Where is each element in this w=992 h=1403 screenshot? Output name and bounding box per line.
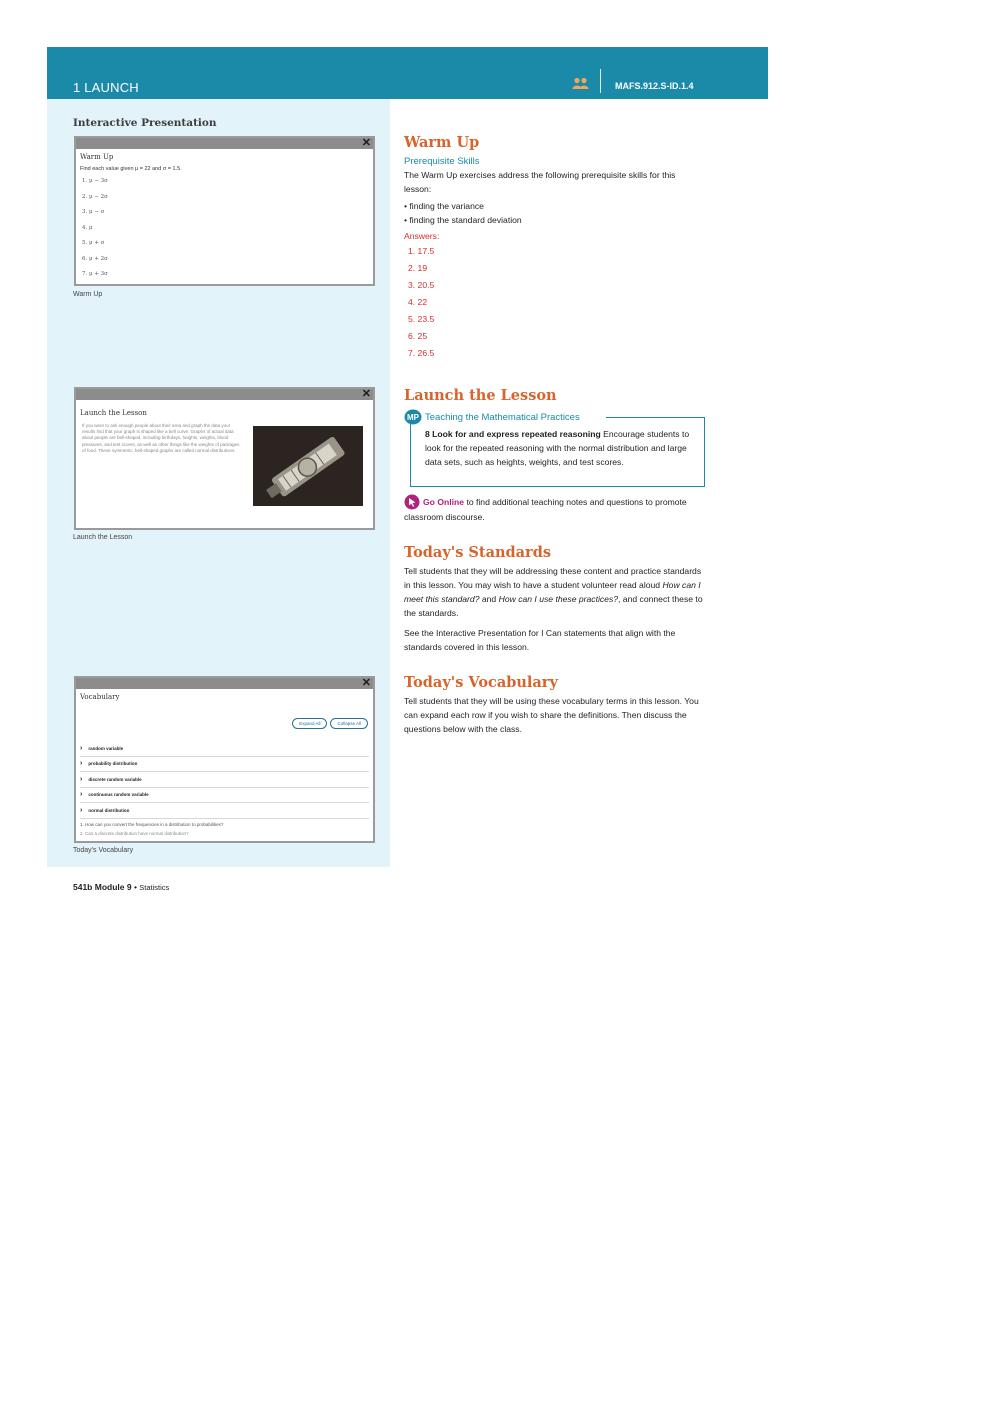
panel-heading: Interactive Presentation (73, 117, 217, 129)
warm-up-prompt: Find each value given μ = 22 and σ = 1.5. (80, 166, 182, 172)
warm-up-heading: Warm Up (404, 134, 480, 151)
prerequisite-skills-subheading: Prerequisite Skills (404, 156, 480, 167)
close-icon: ✕ (361, 677, 371, 689)
warm-up-item: 5. μ + σ (82, 240, 105, 246)
answer-item: 1. 17.5 (408, 246, 435, 256)
standard-code: MAFS.912.S-ID.1.4 (615, 81, 694, 91)
warm-up-items (82, 178, 373, 286)
go-online-text (404, 495, 704, 525)
page-number: 541b (73, 882, 93, 892)
answer-item: 2. 19 (408, 263, 428, 273)
answer-item: 6. 25 (408, 331, 428, 341)
section-label: 1 LAUNCH (73, 80, 139, 95)
mp-box-top-rule (606, 417, 705, 418)
warm-up-item: 7. μ + 3σ (82, 271, 108, 277)
page-footer (73, 882, 169, 892)
screen-title-bar (76, 678, 373, 689)
warm-up-section (404, 134, 709, 364)
skill-item: • finding the variance (404, 201, 484, 211)
mp-practice-name: 8 Look for and express repeated reasoning (425, 429, 601, 439)
collapse-all-button: Collapse All (330, 718, 368, 729)
standards-section (404, 544, 709, 654)
vocabulary-heading: Today's Vocabulary (404, 674, 558, 691)
launch-screenshot (74, 387, 375, 530)
answer-list (408, 245, 709, 364)
warm-up-item: 6. μ + 2σ (82, 255, 108, 262)
vocab-term: probability distribution (88, 761, 138, 767)
header-bar (47, 47, 768, 99)
screen-title: Warm Up (80, 153, 114, 161)
skill-item: • finding the standard deviation (404, 215, 522, 225)
vocab-term: continuous random variable (88, 792, 149, 798)
warm-up-caption: Warm Up (73, 291, 103, 298)
launch-section (404, 387, 709, 404)
chevron-right-icon: › (80, 744, 83, 752)
mp-title: Teaching the Mathematical Practices (425, 412, 580, 423)
vocab-term-row (80, 788, 369, 804)
screen-title: Vocabulary (80, 693, 120, 701)
chevron-right-icon: › (80, 791, 83, 799)
warm-up-intro: The Warm Up exercises address the following prerequisite skills for this lesson: (404, 170, 676, 194)
standards-text: Tell students that they will be addressing these content and practice standards in this lesson. You may wish to have a student volunteer read aloud (404, 566, 702, 590)
standards-question-1: How can I meet this standard? (404, 580, 701, 604)
footer-separator: • (131, 882, 140, 892)
vocab-buttons (292, 718, 368, 729)
vocabulary-paragraph: Tell students that they will be using these vocabulary terms in this lesson. You can expand each row if you wish to share the definitions. Then discuss the questions below with the class. (404, 696, 699, 734)
answer-item: 5. 23.5 (408, 314, 435, 324)
vocabulary-screenshot (74, 676, 375, 843)
vocab-term-row (80, 803, 369, 819)
warm-up-screenshot (74, 136, 375, 286)
chevron-right-icon: › (80, 775, 83, 783)
screen-title: Launch the Lesson (80, 409, 147, 417)
mp-badge-icon (404, 409, 422, 425)
chevron-right-icon: › (80, 806, 83, 814)
warm-up-item: 2. μ − 2σ (82, 193, 108, 200)
warm-up-item: 1. μ − 3σ (82, 178, 108, 184)
screen-title-bar (76, 389, 373, 400)
screen-title-bar (76, 138, 373, 149)
vocab-term-list (80, 741, 369, 819)
vocab-question-2: 2. Can a discrete distribution have normal distribution? (80, 831, 189, 836)
vocab-question-1: 1. How can you convert the frequencies in a distribution to probabilities? (80, 822, 224, 827)
expand-all-button: Expand All (292, 718, 327, 729)
standards-text: , and connect these to the standards. (404, 594, 703, 618)
vocabulary-caption: Today's Vocabulary (73, 847, 134, 854)
vocabulary-section (404, 674, 709, 736)
standards-paragraph-1 (404, 564, 706, 620)
launch-screen-text: If you were to ask enough people about their area and graph the data your results find that your graph is shaped like a bell curve. Graphs of actual data about people are bell-shaped, including birthdays, heights, weights, blood pressures, and test scores, as well as other things like the weights of packages of food. These symmetric, bell-shaped graphs are called normal distributions. (82, 423, 240, 453)
vocab-term: random variable (88, 745, 124, 751)
go-online-link[interactable]: Go Online (423, 497, 465, 507)
answer-item: 4. 22 (408, 297, 428, 307)
vocab-term-row (80, 772, 369, 788)
warm-up-item: 3. μ − σ (82, 209, 105, 215)
standards-text: and (479, 594, 499, 604)
interactive-presentation-panel (47, 99, 390, 867)
vocab-term: normal distribution (88, 807, 130, 813)
standards-question-2: How can I use these practices? (498, 594, 619, 604)
topic-label: Statistics (139, 883, 170, 892)
header-divider (600, 69, 601, 93)
standards-paragraph-2: See the Interactive Presentation for I Can statements that align with the standards covered in this lesson. (404, 628, 676, 652)
mp-badge-label: MP (407, 413, 419, 422)
close-icon: ✕ (361, 137, 371, 149)
standards-heading: Today's Standards (404, 544, 551, 561)
vocab-term: discrete random variable (88, 776, 142, 782)
mp-description: Encourage students to look for the repeated reasoning with the normal distribution and large data sets, such as heights, weights, and test scores. (425, 429, 690, 467)
photo-illustration (253, 426, 363, 506)
group-icon (572, 77, 589, 90)
chevron-right-icon: › (80, 760, 83, 768)
measuring-device-photo (253, 426, 363, 506)
vocab-term-row (80, 757, 369, 773)
close-icon: ✕ (361, 388, 371, 400)
launch-heading: Launch the Lesson (404, 387, 557, 404)
mp-text (425, 427, 695, 469)
answer-item: 7. 26.5 (408, 348, 435, 358)
go-online-description: to find additional teaching notes and questions to promote classroom discourse. (404, 497, 687, 522)
answer-item: 3. 20.5 (408, 280, 435, 290)
vocab-term-row (80, 741, 369, 757)
answers-label: Answers: (404, 231, 440, 241)
warm-up-item: 4. μ (82, 224, 93, 231)
launch-caption: Launch the Lesson (73, 534, 133, 541)
module-label: Module 9 (94, 882, 132, 892)
